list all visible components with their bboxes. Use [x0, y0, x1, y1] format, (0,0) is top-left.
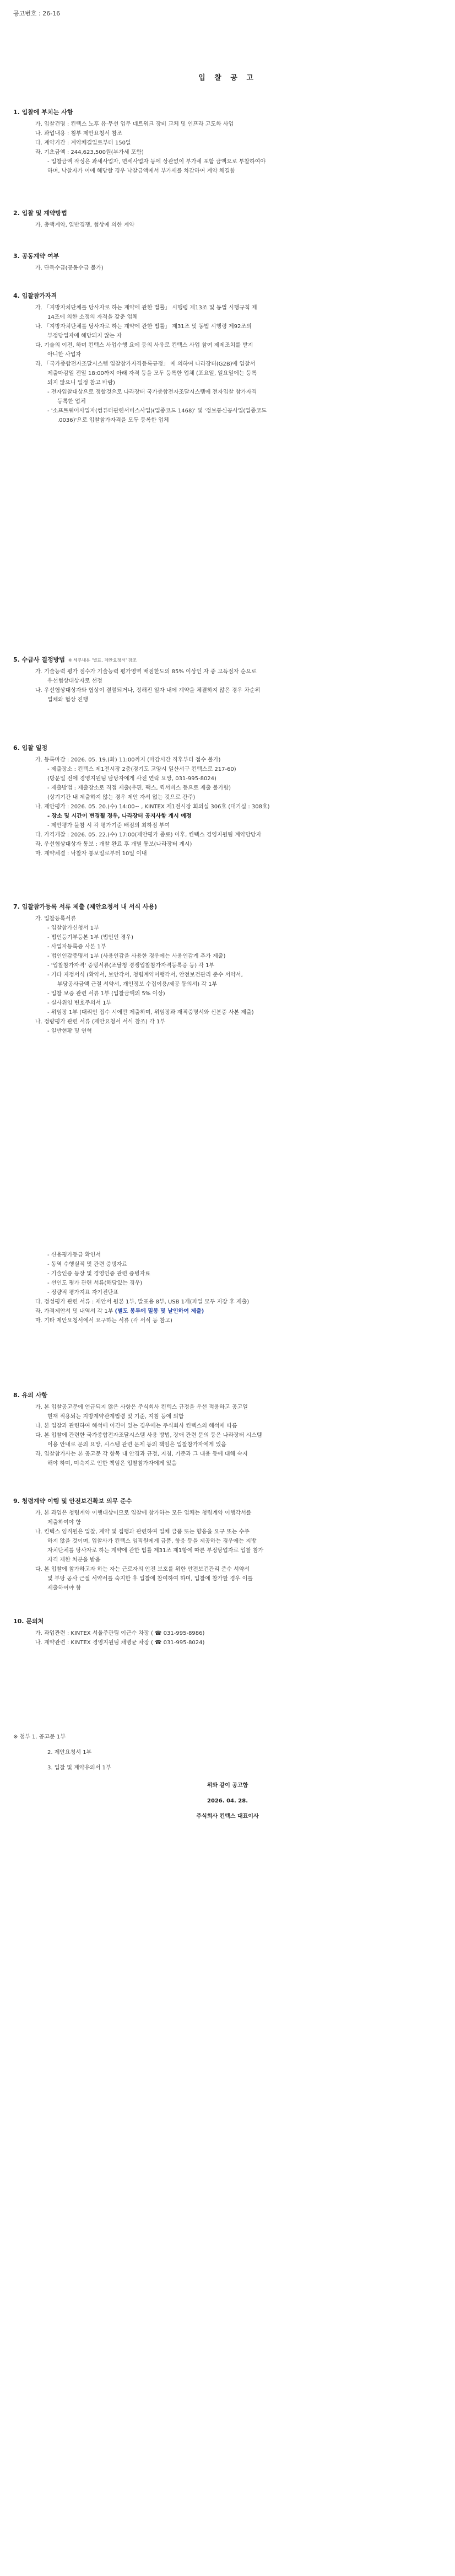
qualification-d-sub: - 전자입찰대상으로 정할것으로 나라장터 국가종합전자조달시스템에 전자입찰 참가자격	[47, 389, 257, 395]
schedule-notice: 라. 우선협상대상자 통보 : 개찰 완료 후 개별 통보(나라장터 게시)	[35, 841, 192, 847]
docs-other: 마. 기타 제안요청서에서 요구하는 서류 (각 서식 등 참고)	[35, 1318, 172, 1324]
integrity-b: 나. 킨텍스 임직원은 입찰, 계약 및 집행과 관련하여 일체 금품 또는 향응을 요구 또는 수주	[35, 1529, 250, 1535]
docs-list-item: - 선인도 평가 관련 서류(해당있는 경우)	[47, 1280, 143, 1286]
item-period: 다. 계약기간 : 계약체결일로부터 150일	[35, 140, 131, 146]
docs-list-item: - 법인인감증명서 1부 (사용인감을 사용한 경우에는 사용인감계 추가 제출)	[47, 953, 226, 959]
schedule-sub-cont: (방문일 전에 경영지원팀 담당자에게 사전 연락 요망, 031-995-8024)	[47, 776, 216, 782]
schedule-sub: - 제출장소 : 킨텍스 제1전시장 2층(경기도 고양시 일산서구 킨텍스로 217-60)	[47, 766, 236, 772]
docs-quantitative: 나. 정량평가 관련 서류 (제안요청서 서식 참조) 각 1부	[35, 1019, 165, 1025]
schedule-sub: - 제출방법 : 제출장소로 직접 제출(우편, 팩스, 퀵서비스 등으로 제출 불가함)	[47, 785, 231, 791]
section-title: 1. 입찰에 부치는 사항	[13, 109, 73, 116]
notice-b: 나. 본 입찰과 관련하여 해석에 이견이 있는 경우에는 주식회사 킨텍스의 해석에 따름	[35, 1423, 237, 1429]
docs-list-item: - 일반현황 및 연혁	[47, 1028, 92, 1034]
qualification-d-cont: 제출마감일 전일 18:00까지 아래 자격 등을 모두 등록한 업체 (포요일, 일요일에는 등록	[47, 371, 257, 377]
section-title-text: 5. 수급사 결정방법	[13, 656, 65, 663]
integrity-b-cont: 자격 제한 처분을 받음	[47, 1557, 101, 1563]
qualification-d: 라. 「국가종합전자조달시스템 입찰참가자격등록규정」 에 의하여 나라장터(G2B)에 입찰서	[35, 361, 256, 367]
docs-price-text: 라. 가격제안서 및 내역서 각 1부	[35, 1308, 115, 1314]
attachment-3: 3. 입찰 및 계약유의서 1부	[47, 1765, 111, 1771]
docs-list-item: - 입찰참가신청서 1부	[47, 925, 99, 931]
qualification-a: 가. 「지방자치단체를 당사자로 하는 계약에 관한 법률」 시행령 제13조 및 동법 시행규칙 제	[35, 305, 257, 311]
docs-qualitative: 다. 정성평가 관련 서류 : 제안서 원본 1부, 발표용 8부, USB 1개(파일 모두 저장 후 제출)	[35, 1299, 250, 1305]
document-number: 공고번호 : 26-16	[13, 10, 61, 17]
docs-list-item: - 기타 지정서식 (확약서, 보안각서, 청렴계약이행각서, 안전보건관리 준수 서약서,	[47, 972, 243, 978]
section-title	[13, 655, 442, 664]
item-joint-contract: 가. 단독수급(공동수급 불가)	[35, 265, 104, 271]
docs-registration: 가. 입찰등록서류	[35, 916, 76, 922]
item-scope: 나. 과업내용 : 첨부 제안요청서 참조	[35, 131, 122, 137]
item-contract-method: 가. 총액계약, 일반경쟁, 협상에 의한 계약	[35, 222, 134, 228]
attachment-1: ※ 첨부 1. 공고문 1부	[13, 1734, 66, 1740]
item-note: - 입찰금액 작성은 과세사업자, 면세사업자 등에 상관없이 부가세 포함 금액으로 투찰하여야	[47, 159, 266, 165]
section-7	[13, 902, 442, 1036]
docs-list-item: - 실사위임 변호주의서 1부	[47, 1000, 112, 1006]
notice-date: 2026. 04. 28.	[207, 1798, 248, 1804]
notice-a-cont: 현재 적용되는 지방계약관계법령 및 기준, 지침 등에 의함	[47, 1414, 184, 1420]
contact-project: 가. 과업관련 : KINTEX 서울주관팀 이근수 차장 ( ☎ 031-995-8986)	[35, 1630, 205, 1636]
docs-list-item: - 정량적 평가지표 자기진단표	[47, 1290, 119, 1296]
docs-list-item: - '입찰참가자격' 증빙서류(조달청 경쟁입찰참가자격등록증 등) 각 1부	[47, 963, 215, 969]
qualification-d-cont: 되지 않으니 일정 참고 바람)	[47, 380, 115, 386]
notice-c: 다. 본 입찰에 관련한 국가종합전자조달시스템 사용 방법, 장애 관련 문의 등은 나라장터 시스템	[35, 1432, 262, 1439]
item-project-name: 가. 입찰건명 : 킨텍스 노후 유·무선 업무 네트워크 장비 교체 및 인프라 고도화 사업	[35, 121, 234, 127]
docs-list-item: - 위임장 1부 (대리인 접수 시에만 제출하며, 위임장과 재직증명서와 신분증 사본 제출)	[47, 1010, 254, 1016]
integrity-a: 가. 본 과업은 청렴계약 이행대상이므로 입찰에 참가하는 모든 업체는 청렴계약 이행각서를	[35, 1510, 252, 1516]
section-2	[13, 208, 442, 230]
qualification-c: 다. 기술의 이전, 하며 킨텍스 사업수행 요에 등의 사유로 킨텍스 사업 참여 제제조치를 받지	[35, 342, 253, 348]
integrity-c-cont: 제출하여야 함	[47, 1585, 82, 1591]
section-7-continued	[13, 1251, 442, 1325]
section-10	[13, 1617, 442, 1647]
schedule-registration: 가. 등록마감 : 2026. 05. 19.(화) 11:00까지 (마감시간 직후부터 접수 불가)	[35, 757, 221, 763]
docs-price-proposal	[13, 1307, 442, 1316]
integrity-c: 다. 본 입찰에 참가하고자 하는 자는 근로자의 안전 보호를 위한 안전보건관리 준수 서약서	[35, 1566, 250, 1573]
item-base-price: 라. 기초금액 : 244,623,500원(부가세 포함)	[35, 149, 144, 155]
notice-a: 가. 본 입찰공고문에 언급되지 않은 사항은 주식회사 킨텍스 규정을 우선 적용하고 공고일	[35, 1404, 248, 1410]
issuer: 주식회사 킨텍스 대표이사	[196, 1813, 259, 1820]
contact-contract: 나. 계약관련 : KINTEX 경영지원팀 채병균 차장 ( ☎ 031-995-8024)	[35, 1640, 205, 1646]
section-title: 6. 입찰 일정	[13, 744, 47, 752]
section-title: 4. 입찰참가자격	[13, 292, 57, 299]
integrity-c-cont: 및 부당 공사 근절 서약서를 숙지한 후 입찰에 참여하여 하며, 입찰에 참가할 경우 이를	[47, 1576, 253, 1582]
docs-list-item: - 사업자등록증 사본 1부	[47, 944, 106, 950]
qualification-c-cont: 아니한 사업자	[47, 352, 82, 358]
page-title: 입 찰 공 고	[198, 74, 257, 82]
docs-list-item: - 동역 수행실적 및 관련 증빙자료	[47, 1262, 128, 1268]
schedule-sub-cont: (상기기간 내 제출하지 않는 경우 제안 자서 없는 것으로 간주)	[47, 795, 196, 801]
section-9	[13, 1496, 442, 1593]
section-title: 8. 유의 사항	[13, 1392, 47, 1399]
schedule-price-opening: 다. 가격개찰 : 2026. 05. 22.(수) 17:00(제안평가 종료) 이후, 킨텍스 경영지원팀 계약담당자	[35, 832, 262, 838]
qualification-d-sub: - '소프트웨어사업자(컴퓨터관련서비스사업)(업종코드 1468)' 및 '정보통신공사업(업종코드	[47, 408, 267, 414]
selection-b: 나. 우선협상대상자와 협상이 결렬되거나, 정해진 일자 내에 계약을 체결하지 않은 경우 차순위	[35, 688, 261, 694]
qualification-d-sub-cont: .0036)'으로 입찰참가자격을 모두 등록한 업체	[57, 417, 169, 423]
attachment-2: 2. 제안요청서 1부	[47, 1749, 92, 1756]
selection-b-cont: 업체와 협상 진행	[47, 697, 88, 703]
schedule-sub-bold: - 장소 및 시간이 변경될 경우, 나라장터 공지사항 게시 예정	[47, 813, 192, 819]
section-title: 3. 공동계약 여부	[13, 253, 59, 260]
schedule-evaluation: 나. 제안평가 : 2026. 05. 20.(수) 14:00~ , KINTEX 제1전시장 회의실 306호 (대기실 : 308호)	[35, 804, 270, 810]
section-note: ※ 세부내용 '별표. 제안요청서' 참조	[68, 658, 137, 663]
schedule-sub: - 제안평가 불참 시 각 평가기준 배점의 최하점 부여	[47, 823, 170, 829]
notice-c-cont: 이용 안내로 문의 요망, 시스템 관련 문제 등의 책임은 입찰참가자에게 있음	[47, 1442, 226, 1448]
section-8	[13, 1391, 442, 1468]
docs-list-item: - 기술인증 등장 및 경영인증 관련 증빙자료	[47, 1271, 150, 1277]
schedule-contract: 마. 계약체결 : 낙찰자 통보일로부터 10일 이내	[35, 851, 147, 857]
qualification-d-sub-cont: 등록한 업체	[57, 399, 86, 405]
section-title: 7. 입찰참가등록 서류 제출 (제안요청서 내 서식 사용)	[13, 903, 158, 910]
section-3	[13, 251, 442, 273]
closing-statement: 위와 같이 공고함	[207, 1783, 248, 1789]
section-1	[13, 108, 442, 176]
selection-a-cont: 우선협상대상자로 선정	[47, 678, 102, 684]
notice-d: 라. 입찰참가사는 본 공고문 각 항목 내 안경과 규정, 지침, 기준과 그 내용 등에 대해 숙지	[35, 1451, 248, 1457]
integrity-b-cont: 하지 않을 것이며, 입찰사가 킨텍스 임직원에게 금품, 향응 등을 제공하는 경우에는 지방	[47, 1538, 257, 1544]
selection-a: 가. 기술능력 평가 점수가 기술능력 평가영역 배점한도의 85% 이상인 자 중 고득점자 순으로	[35, 669, 257, 675]
section-title: 2. 입찰 및 계약방법	[13, 210, 67, 217]
qualification-a-cont: 14조에 의한 소정의 자격을 갖춘 업체	[47, 314, 138, 320]
section-5	[13, 655, 442, 705]
section-title: 9. 청렴계약 이행 및 안전보건확보 의무 준수	[13, 1498, 132, 1505]
item-note-cont: 하며, 낙찰자가 이에 해당할 경우 낙찰금액에서 부가세를 차감하여 계약 체결함	[47, 168, 235, 174]
docs-price-emphasis: (별도 봉투에 밀봉 및 날인하여 제출)	[115, 1308, 204, 1314]
section-title: 10. 문의처	[13, 1618, 44, 1625]
qualification-b-cont: 부정당업자에 해당되지 않는 자	[47, 333, 122, 339]
notice-d-cont: 해야 하며, 미숙지로 인한 책임은 입찰참가자에게 있음	[47, 1461, 177, 1467]
integrity-a-cont: 제출하여야 함	[47, 1520, 82, 1526]
docs-list-item-cont: 부당공사금액 근절 서약서, 개인정보 수집이용/제공 동의서) 각 1부	[57, 981, 218, 988]
docs-list-item: - 입찰 보증 관련 서류 1부 (입찰금액의 5% 이상)	[47, 991, 165, 997]
qualification-b: 나. 「지방자치단체를 당사자로 하는 계약에 관한 법률」 제31조 및 동법 시행령 제92조의	[35, 324, 252, 330]
section-6	[13, 743, 442, 858]
integrity-b-cont: 자치단체를 당사자로 하는 계약에 관한 법률 제31조 제1항에 따른 부정당업자로 입찰 참가	[47, 1548, 264, 1554]
docs-list-item: - 신용평가등급 확인서	[47, 1252, 101, 1258]
section-4	[13, 291, 442, 425]
docs-list-item: - 법인등기부등본 1부 (법인인 경우)	[47, 935, 134, 941]
